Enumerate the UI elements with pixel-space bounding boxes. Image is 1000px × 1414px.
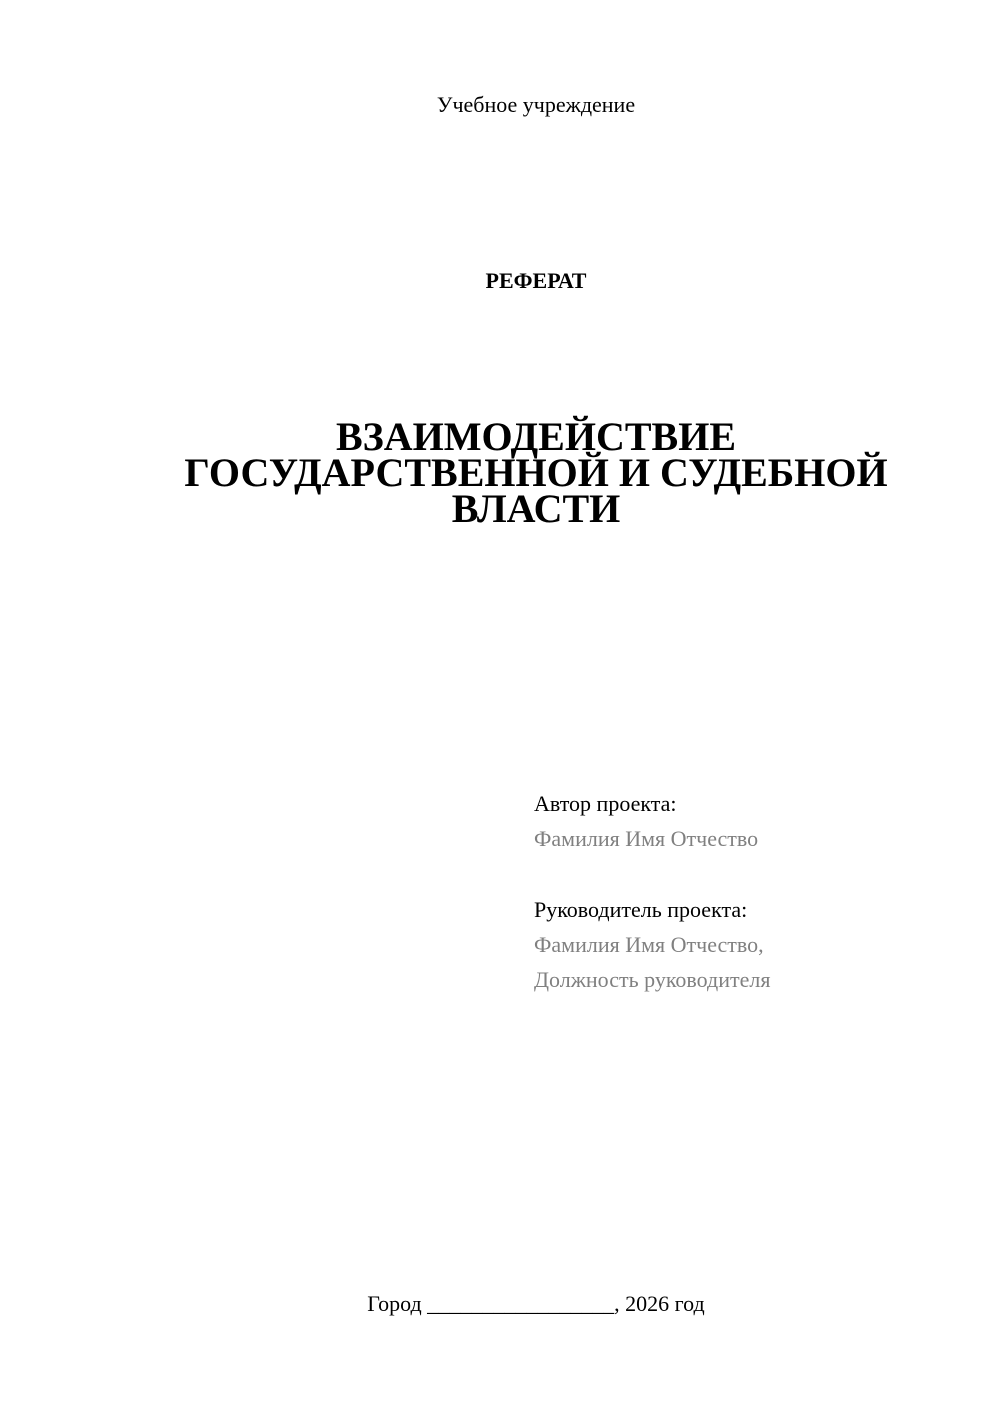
supervisor-position: Должность руководителя bbox=[534, 967, 771, 992]
author-label: Автор проекта: bbox=[534, 791, 677, 816]
institution-name: Учебное учреждение bbox=[436, 92, 636, 117]
title-line: ГОСУДАРСТВЕННОЙ И СУДЕБНОЙ bbox=[184, 450, 888, 495]
title-line: ВЗАИМОДЕЙСТВИЕ bbox=[335, 414, 737, 459]
signature-block bbox=[534, 786, 974, 997]
signature-spacer bbox=[534, 856, 974, 892]
city-year-line: Город _________________, 2026 год bbox=[367, 1291, 705, 1316]
supervisor-label: Руководитель проекта: bbox=[534, 897, 748, 922]
document-title bbox=[160, 414, 912, 531]
author-name: Фамилия Имя Отчество bbox=[534, 826, 759, 851]
document-type: РЕФЕРАТ bbox=[485, 268, 587, 293]
supervisor-name: Фамилия Имя Отчество, bbox=[534, 932, 764, 957]
title-line: ВЛАСТИ bbox=[451, 486, 621, 531]
